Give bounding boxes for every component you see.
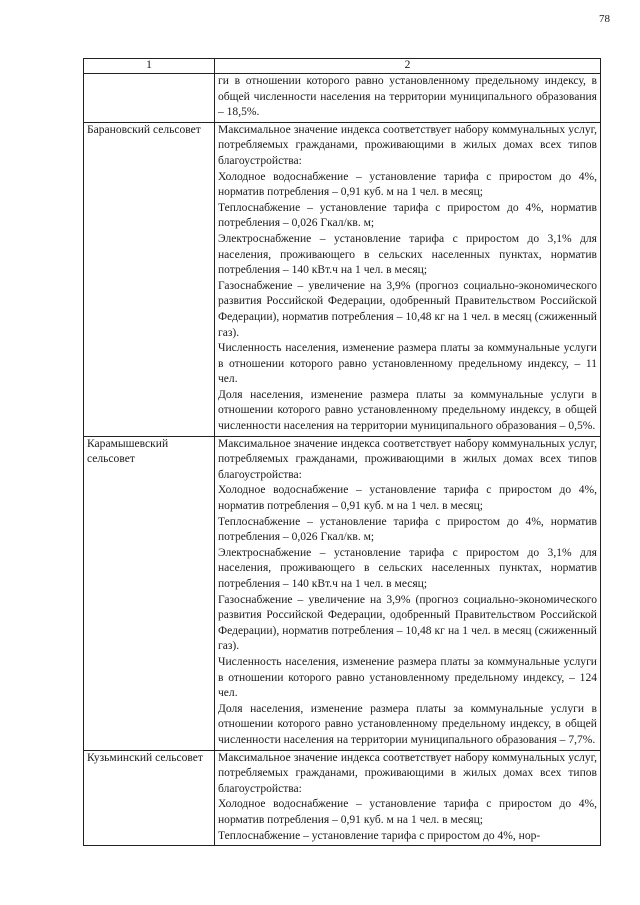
- table-row: [84, 74, 601, 123]
- table-row: [84, 122, 601, 436]
- paragraph: Численность населения, изменение размера платы за коммунальные услуги в отношении которого равно установленному предельному индексу, – 11 чел.: [218, 342, 597, 386]
- municipality-cell: [84, 74, 215, 123]
- paragraph: Холодное водоснабжение – установление тарифа с приростом до 4%, норматив потребления – 0,91 куб. м на 1 чел. в месяц;: [218, 170, 597, 199]
- paragraph: Электроснабжение – установление тарифа с приростом до 3,1% для населения, проживающего в сельских населенных пунктах, норматив потребления – 140 кВт.ч на 1 чел. в месяц;: [218, 546, 597, 590]
- paragraph: Теплоснабжение – установление тарифа с приростом до 4%, нор-: [218, 829, 541, 842]
- municipality-cell: Кузьминский сельсовет: [84, 750, 215, 846]
- paragraph: Максимальное значение индекса соответствует набору коммунальных услуг, потребляемых гражданами, проживающими в жилых домах всех типов благоустройства:: [218, 123, 597, 167]
- description-cell: [215, 122, 601, 436]
- municipality-cell: Карамышевский сельсовет: [84, 436, 215, 750]
- paragraph: Газоснабжение – увеличение на 3,9% (прогноз социально-экономического развития Российской Федерации, одобренный Правительством Российской Федерации), норматив потребления – 10,48 кг на 1 чел. в месяц (сжиженный газ).: [218, 279, 597, 339]
- paragraph: Холодное водоснабжение – установление тарифа с приростом до 4%, норматив потребления – 0,91 куб. м на 1 чел. в месяц;: [218, 798, 597, 826]
- paragraph: Газоснабжение – увеличение на 3,9% (прогноз социально-экономического развития Российской Федерации, одобренный Правительством Российской Федерации), норматив потребления – 10,48 кг на 1 чел. в месяц (сжиженный газ).: [218, 593, 597, 653]
- description-cell: [215, 436, 601, 750]
- paragraph: Теплоснабжение – установление тарифа с приростом до 4%, норматив потребления – 0,026 Гкал/кв. м;: [218, 515, 597, 544]
- column-header-1: 1: [84, 59, 215, 74]
- paragraph: Численность населения, изменение размера платы за коммунальные услуги в отношении которого равно установленному предельному индексу, – 124 чел.: [218, 655, 597, 700]
- paragraph: Теплоснабжение – установление тарифа с приростом до 4%, норматив потребления – 0,026 Гкал/кв. м;: [218, 201, 597, 230]
- paragraph: Доля населения, изменение размера платы за коммунальные услуги в отношении которого равно установленному предельному индексу, в общей численности населения на территории муниципального образования – 7,7%.: [218, 702, 597, 746]
- table-row: [84, 750, 601, 846]
- tariff-table: [83, 58, 601, 846]
- paragraph: Доля населения, изменение размера платы за коммунальные услуги в отношении которого равно установленному предельному индексу, в общей численности населения на территории муниципального образования – 0,5%.: [218, 388, 597, 433]
- table-row: [84, 436, 601, 750]
- paragraph: Холодное водоснабжение – установление тарифа с приростом до 4%, норматив потребления – 0,91 куб. м на 1 чел. в месяц;: [218, 484, 597, 513]
- paragraph: Электроснабжение – установление тарифа с приростом до 3,1% для населения, проживающего в сельских населенных пунктах, норматив потребления – 140 кВт.ч на 1 чел. в месяц;: [218, 232, 597, 277]
- description-cell: [215, 750, 601, 846]
- paragraph: ги в отношении которого равно установленному предельному индексу, в общей численности населения на территории муниципального образования – 18,5%.: [218, 75, 597, 119]
- paragraph: Максимальное значение индекса соответствует набору коммунальных услуг, потребляемых гражданами, проживающими в жилых домах всех типов благоустройства:: [218, 437, 597, 481]
- description-cell: [215, 74, 601, 123]
- paragraph: Максимальное значение индекса соответствует набору коммунальных услуг, потребляемых гражданами, проживающими в жилых домах всех типов благоустройства:: [218, 751, 597, 795]
- page-number: 78: [599, 13, 610, 25]
- table-header-row: [84, 59, 601, 74]
- column-header-2: 2: [215, 59, 601, 74]
- municipality-cell: Барановский сельсовет: [84, 122, 215, 436]
